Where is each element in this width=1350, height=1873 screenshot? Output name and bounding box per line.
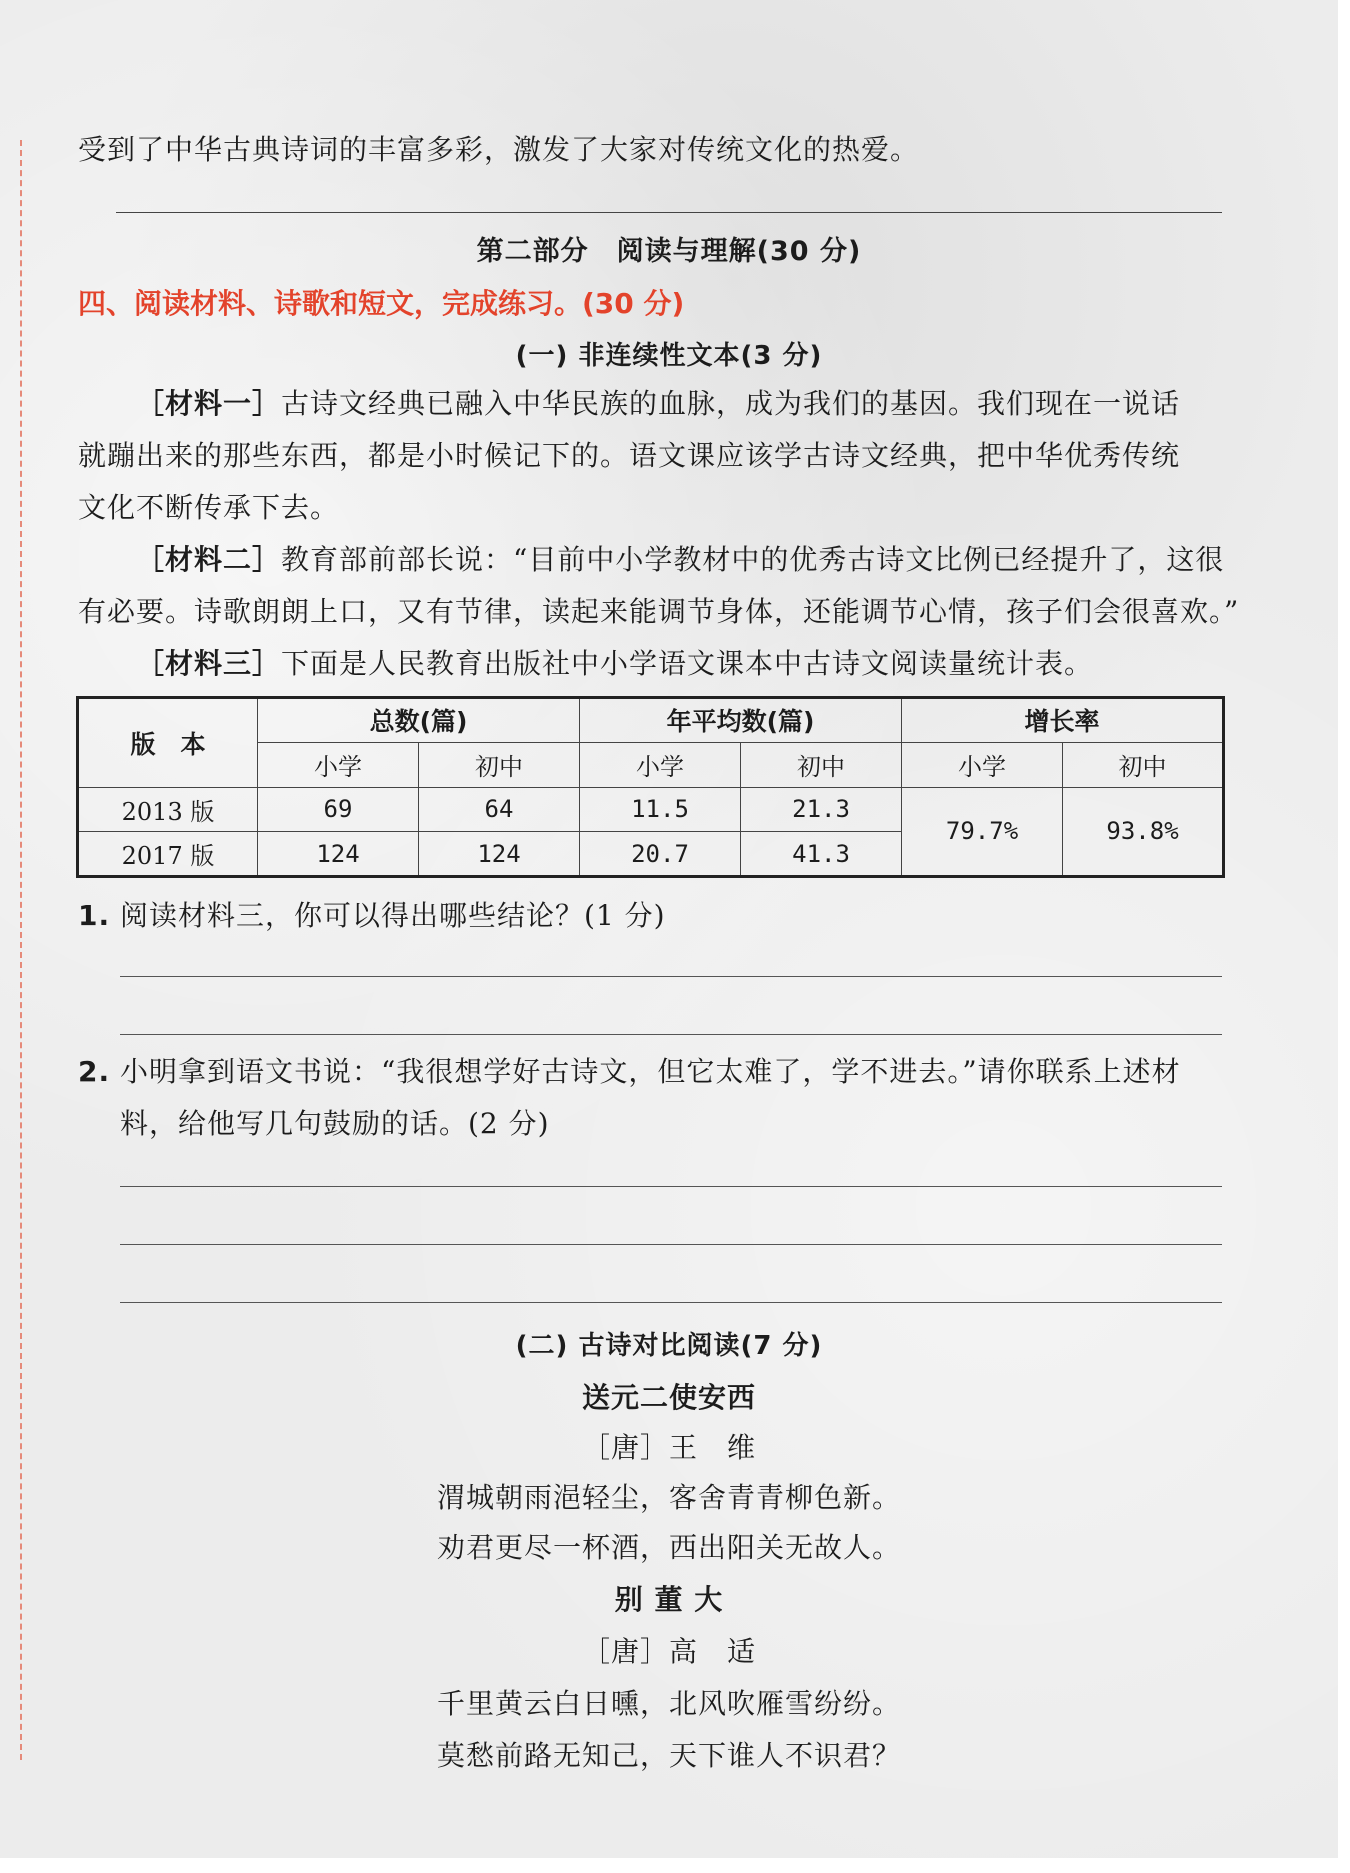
material2-line1: ［材料二］教育部前部长说：“目前中小学教材中的优秀古诗文比例已经提升了，这很 [136,543,1225,576]
material1-label: ［材料一］ [136,387,282,420]
subheader-total-junior: 初中 [419,742,580,787]
section4-title: 四、阅读材料、诗歌和短文，完成练习。(30 分) [78,287,685,320]
question1 [78,896,666,936]
avg-primary-cell: 20.7 [580,832,741,877]
avg-junior-cell: 21.3 [741,787,902,832]
material1-line2: 就蹦出来的那些东西，都是小时候记下的。语文课应该学古诗文经典，把中华优秀传统 [78,439,1181,472]
header-average: 年平均数(篇) [580,698,902,743]
question1-text: 阅读材料三，你可以得出哪些结论？(1 分) [120,899,666,932]
subsection1-title: (一) 非连续性文本(3 分) [515,341,823,371]
answer-line[interactable] [120,976,1222,977]
header-growth: 增长率 [902,698,1224,743]
answer-line[interactable] [120,1302,1222,1303]
total-primary-cell: 69 [258,787,419,832]
question2-line2: 料，给他写几句鼓励的话。(2 分) [120,1107,550,1140]
total-junior-cell: 124 [419,832,580,877]
poem2-author: ［唐］高 适 [581,1635,756,1668]
poem1-line2: 劝君更尽一杯酒，西出阳关无故人。 [436,1531,901,1564]
total-junior-cell: 64 [419,787,580,832]
material2-label: ［材料二］ [136,543,282,576]
question2-number: 2. [78,1055,111,1088]
poem1-line1: 渭城朝雨浥轻尘，客舍青青柳色新。 [436,1481,901,1514]
section-divider [116,212,1222,213]
material3-line1: ［材料三］下面是人民教育出版社中小学语文课本中古诗文阅读量统计表。 [136,647,1094,680]
subsection2-title: (二) 古诗对比阅读(7 分) [515,1331,823,1361]
answer-line[interactable] [120,1034,1222,1035]
poem1-title: 送元二使安西 [581,1381,756,1414]
question1-number: 1. [78,899,111,932]
header-edition: 版 本 [78,698,258,788]
avg-junior-cell: 41.3 [741,832,902,877]
answer-line[interactable] [120,1186,1222,1187]
poem2-line2: 莫愁前路无知己，天下谁人不识君？ [436,1739,901,1772]
material2-line2: 有必要。诗歌朗朗上口，又有节律，读起来能调节身体，还能调节心情，孩子们会很喜欢。” [78,595,1240,628]
material3-label: ［材料三］ [136,647,282,680]
growth-primary-cell: 79.7% [902,787,1063,877]
subheader-total-primary: 小学 [258,742,419,787]
subheader-growth-primary: 小学 [902,742,1063,787]
poem2-line1: 千里黄云白日曛，北风吹雁雪纷纷。 [436,1687,901,1720]
subheader-avg-primary: 小学 [580,742,741,787]
subheader-avg-junior: 初中 [741,742,902,787]
poem2-title: 别 董 大 [614,1583,724,1616]
poem1-author: ［唐］王 维 [581,1431,756,1464]
edition-cell: 2017 版 [78,832,258,877]
table-row [78,787,1224,832]
reading-stats-table [76,696,1225,878]
total-primary-cell: 124 [258,832,419,877]
material1-line1: ［材料一］古诗文经典已融入中华民族的血脉，成为我们的基因。我们现在一说话 [136,387,1181,420]
intro-text-line: 受到了中华古典诗词的丰富多彩，激发了大家对传统文化的热爱。 [78,133,920,166]
header-total: 总数(篇) [258,698,580,743]
part2-title: 第二部分 阅读与理解(30 分) [476,236,862,267]
avg-primary-cell: 11.5 [580,787,741,832]
material1-line3: 文化不断传承下去。 [78,491,340,524]
subheader-growth-junior: 初中 [1063,742,1224,787]
question2-line1: 2. 小明拿到语文书说：“我很想学好古诗文，但它太难了，学不进去。”请你联系上述材 [78,1055,1181,1088]
table-header-row [78,698,1224,743]
answer-line[interactable] [120,1244,1222,1245]
growth-junior-cell: 93.8% [1063,787,1224,877]
edition-cell: 2013 版 [78,787,258,832]
